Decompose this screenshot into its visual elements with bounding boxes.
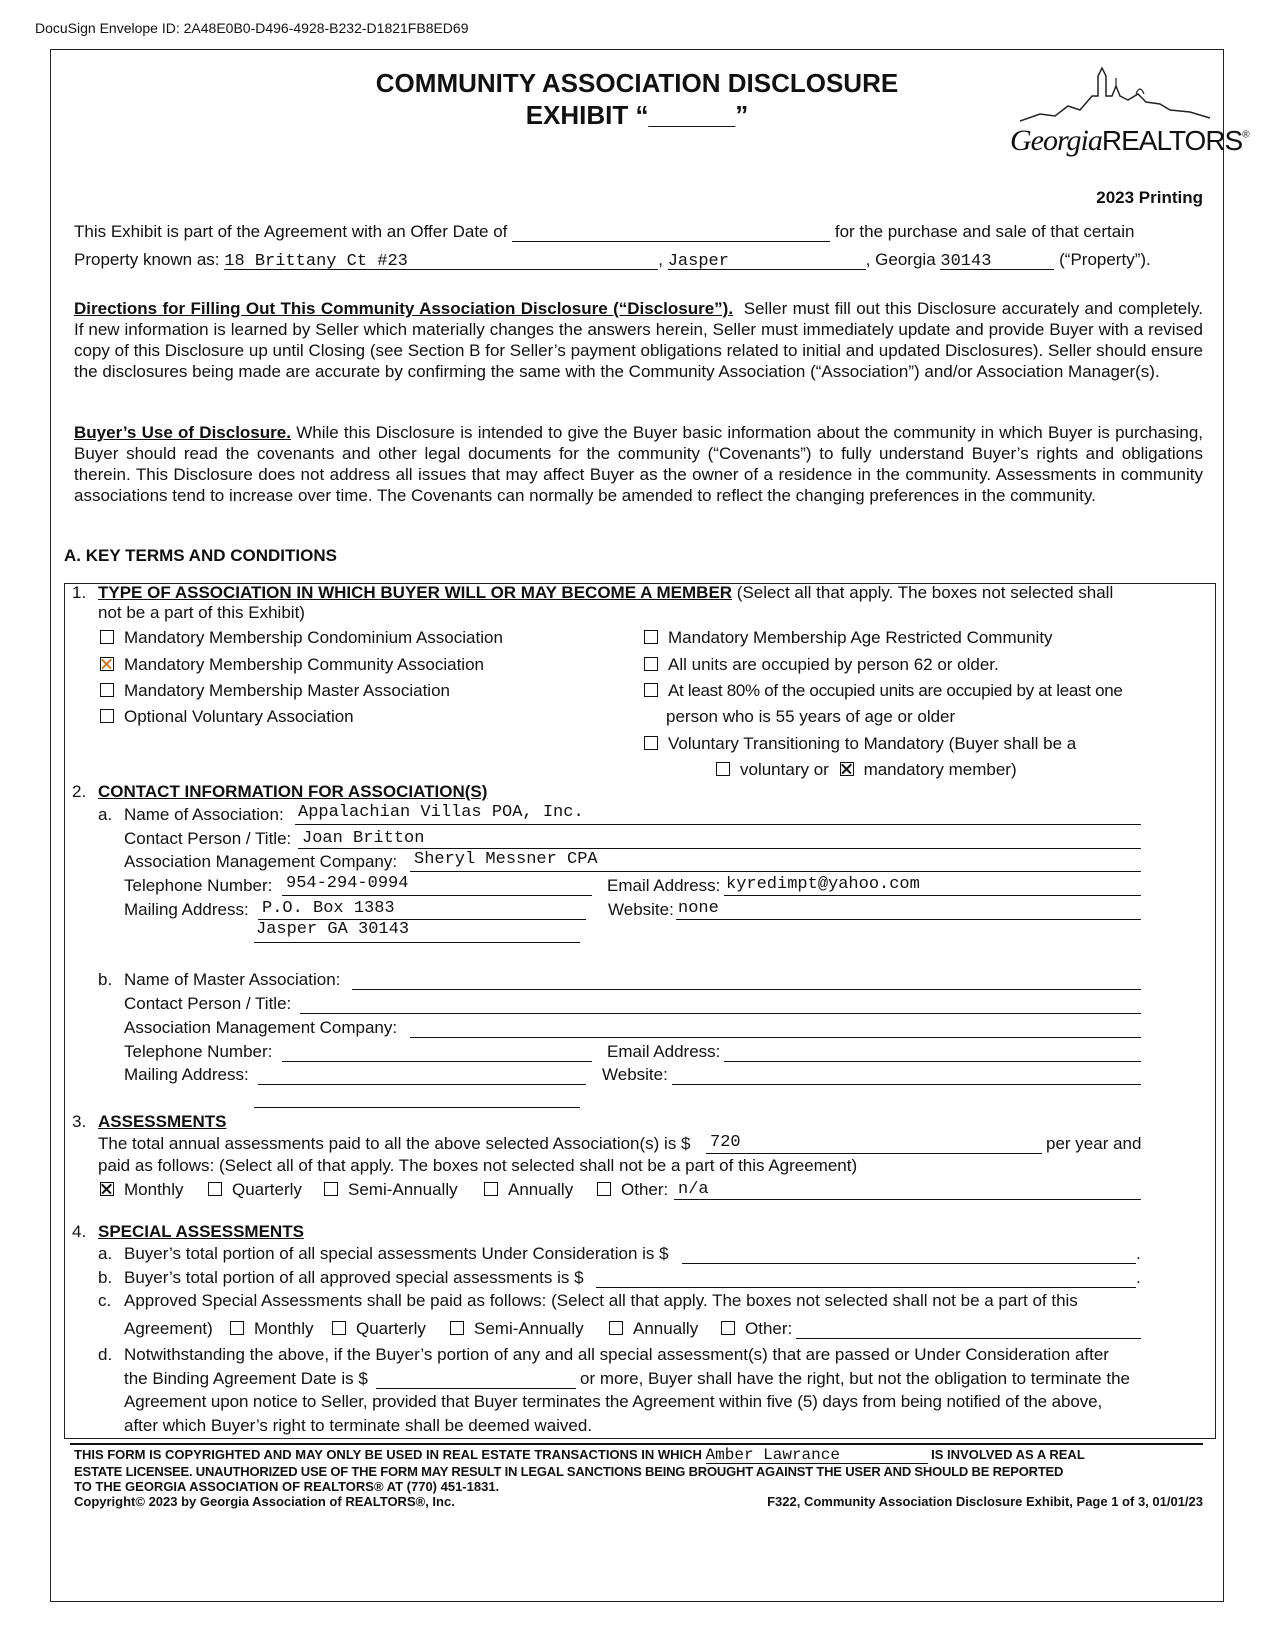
checkbox-condominium[interactable] [100,630,114,644]
option-master[interactable]: Mandatory Membership Master Association [100,681,450,701]
s1-heading: TYPE OF ASSOCIATION IN WHICH BUYER WILL OR MAY BECOME A MEMBER (Select all that apply. The boxes not selected shall [98,583,1114,602]
checkbox-special-quarterly[interactable] [332,1321,346,1335]
option-age-restricted[interactable]: Mandatory Membership Age Restricted Community [644,628,1053,648]
directions-paragraph: Directions for Filling Out This Community Association Disclosure (“Disclosure”). Seller must fill out this Disclosure accurately and completely. If new information is learned by Seller which materially changes the answers herein, Seller must immediately update and provide Buyer with a revised copy of this Disclosure up until Closing (see Section B for Seller’s payment obligations related to initial and updated Disclosures). Seller should ensure the disclosures being made are accurate by confirming the same with the Community Association (“Association”) and/or Association Manager(s). [74,299,1203,381]
checkbox-special-other[interactable] [721,1321,735,1335]
checkbox-other[interactable] [597,1182,611,1196]
master-name-field[interactable] [352,989,1141,990]
special-other[interactable]: Other: [721,1319,792,1339]
section-a-heading: A. KEY TERMS AND CONDITIONS [64,546,337,565]
master-phone-field[interactable] [282,1061,592,1062]
other-frequency-field[interactable]: n/a [678,1180,709,1199]
offer-date-field[interactable] [512,224,830,242]
option-optional[interactable]: Optional Voluntary Association [100,707,354,727]
exhibit-title: EXHIBIT “______” [525,100,749,130]
form-id: F322, Community Association Disclosure Exhibit, Page 1 of 3, 01/01/23 [767,1494,1203,1509]
checkbox-annually[interactable] [484,1182,498,1196]
special-under-consideration-field[interactable] [682,1263,1136,1264]
option-62[interactable]: All units are occupied by person 62 or older. [644,655,999,675]
association-name-field[interactable]: Appalachian Villas POA, Inc. [298,803,584,822]
printing-year: 2023 Printing [1096,188,1203,207]
buyers-use-paragraph: Buyer’s Use of Disclosure. While this Disclosure is intended to give the Buyer basic information about the community in which Buyer is purchasing, Buyer should read the covenants and other legal documents for the community (“Covenants”) to fully understand Buyer’s rights and obligations therein. This Disclosure does not address all issues that may affect Buyer as the owner of a residence in the community. Assessments in community associations tend to increase over time. The Covenants can normally be amended to reflect the changing preferences in the community. [74,423,1203,505]
checkbox-optional[interactable] [100,709,114,723]
email-field[interactable]: kyredimpt@yahoo.com [726,875,920,894]
checkbox-age-restricted[interactable] [644,630,658,644]
special-other-field[interactable] [796,1338,1141,1339]
checkbox-special-annually[interactable] [609,1321,623,1335]
website-field[interactable]: none [678,899,719,918]
checkbox-master[interactable] [100,683,114,697]
logo-wordmark: GeorgiaREALTORS® [1010,124,1249,157]
checkbox-voluntary[interactable] [716,762,730,776]
checkbox-transitioning[interactable] [644,736,658,750]
master-contact-field[interactable] [300,1013,1141,1014]
option-transitioning[interactable]: Voluntary Transitioning to Mandatory (Buyer shall be a [644,734,1076,754]
master-website-field[interactable] [672,1084,1141,1085]
special-monthly[interactable]: Monthly [230,1319,314,1339]
master-mail-field[interactable] [258,1084,586,1085]
special-quarterly[interactable]: Quarterly [332,1319,426,1339]
special-approved-field[interactable] [596,1287,1136,1288]
master-mgmt-field[interactable] [410,1037,1141,1038]
checkbox-special-monthly[interactable] [230,1321,244,1335]
assessment-semi-annually[interactable]: Semi-Annually [324,1180,458,1200]
zip-field[interactable]: 30143 [940,252,1054,270]
contact-person-field[interactable]: Joan Britton [302,829,425,848]
skyline-icon [1020,66,1220,126]
annual-assessment-field[interactable]: 720 [710,1133,741,1152]
management-company-field[interactable]: Sheryl Messner CPA [414,850,598,869]
option-80-percent[interactable]: At least 80% of the occupied units are occupied by at least one [644,681,1123,701]
city-field[interactable]: Jasper [668,252,866,270]
assessment-other[interactable]: Other: [597,1180,668,1200]
form-title: COMMUNITY ASSOCIATION DISCLOSURE [375,68,899,98]
intro-line-1: This Exhibit is part of the Agreement with an Offer Date of for the purchase and sale of that certain [74,222,1135,241]
intro-line-2: Property known as: 18 Brittany Ct #23 , Jasper , Georgia 30143 (“Property”). [74,250,1151,271]
option-community[interactable]: Mandatory Membership Community Association [100,655,484,675]
termination-threshold-field[interactable] [376,1388,576,1389]
checkbox-community-checked[interactable] [100,657,114,671]
property-address-field[interactable]: 18 Brittany Ct #23 [224,252,658,270]
assessment-annually[interactable]: Annually [484,1180,573,1200]
checkbox-special-semi-annually[interactable] [450,1321,464,1335]
checkbox-mandatory-checked[interactable] [840,762,854,776]
option-condominium[interactable]: Mandatory Membership Condominium Association [100,628,503,648]
mailing-address-line2-field[interactable]: Jasper GA 30143 [256,920,410,939]
master-email-field[interactable] [724,1061,1141,1062]
copyright-line: Copyright© 2023 by Georgia Association of REALTORS®, Inc. [74,1494,455,1509]
assessment-monthly[interactable]: Monthly [100,1180,184,1200]
s4-heading: SPECIAL ASSESSMENTS [98,1222,304,1241]
mailing-address-field[interactable]: P.O. Box 1383 [262,899,395,918]
checkbox-80-percent[interactable] [644,683,658,697]
assessment-quarterly[interactable]: Quarterly [208,1180,302,1200]
envelope-id: DocuSign Envelope ID: 2A48E0B0-D496-4928-B232-D1821FB8ED69 [35,20,469,36]
checkbox-62[interactable] [644,657,658,671]
special-semi-annually[interactable]: Semi-Annually [450,1319,584,1339]
master-mail-line2-field[interactable] [254,1107,580,1108]
licensee-field[interactable]: Amber Lawrance [706,1448,928,1464]
member-type-options: voluntary or mandatory member) [716,760,1017,780]
checkbox-monthly-checked[interactable] [100,1182,114,1196]
telephone-field[interactable]: 954-294-0994 [286,874,409,893]
checkbox-quarterly[interactable] [208,1182,222,1196]
georgia-realtors-logo [1010,66,1249,166]
checkbox-semi-annually[interactable] [324,1182,338,1196]
s3-heading: ASSESSMENTS [98,1112,227,1131]
s2-heading: CONTACT INFORMATION FOR ASSOCIATION(S) [98,782,488,801]
copyright-notice: THIS FORM IS COPYRIGHTED AND MAY ONLY BE USED IN REAL ESTATE TRANSACTIONS IN WHICH Amber Lawrance IS INVOLVED AS A REAL ESTATE LICENSEE. UNAUTHORIZED USE OF THE FORM MAY RESULT IN LEGAL SANCTIONS BEING BROUGHT AGAINST THE USER AND SHOULD BE REPORTED TO THE GEORGIA ASSOCIATION OF REALTORS® AT (770) 451-1831. Copyright© 2023 by Georgia Association of REALTORS®, Inc. F322, Community Association Disclosure Exhibit, Page 1 of 3, 01/01/23 [74,1446,1203,1509]
special-annually[interactable]: Annually [609,1319,698,1339]
